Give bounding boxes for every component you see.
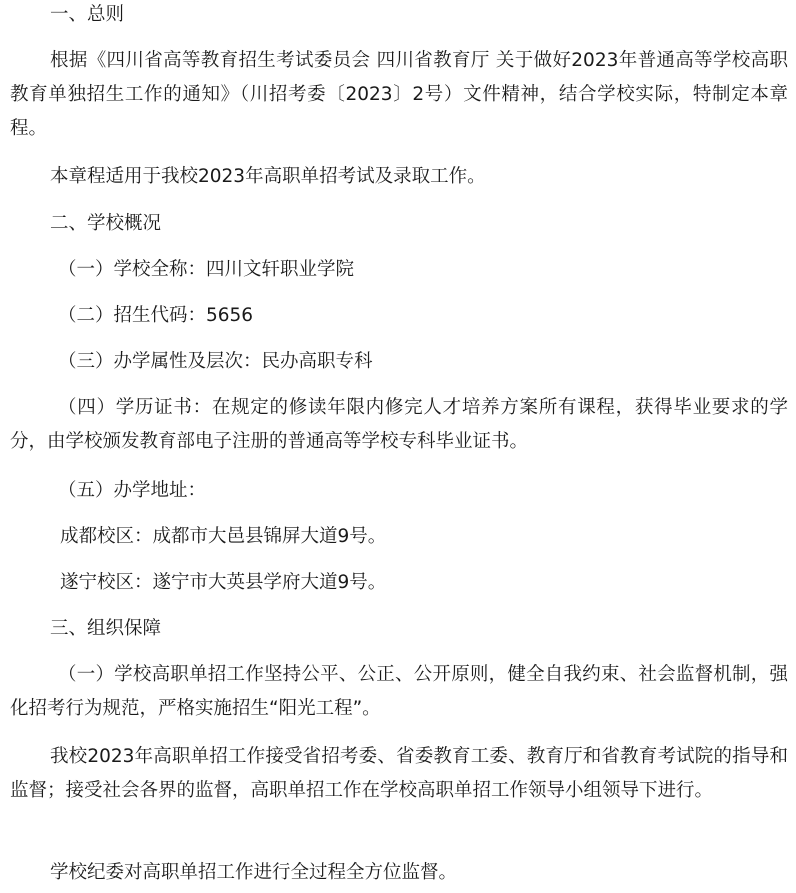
- address-heading-item: [58, 474, 206, 508]
- section-2-heading: [50, 207, 161, 241]
- section-1-heading-text: 一、总则: [50, 4, 125, 25]
- school-type-item: [58, 345, 373, 379]
- diploma-item: [10, 391, 788, 459]
- section-1-heading: [50, 0, 124, 32]
- diploma-text: （四）学历证书：在规定的修读年限内修完人才培养方案所有课程，获得毕业要求的学分，由学校颁发教育部电子注册的普通高等学校专科毕业证书。: [10, 397, 788, 452]
- scope-text: 本章程适用于我校2023年高职单招考试及录取工作。: [50, 166, 486, 187]
- school-type-text: （三）办学属性及层次：民办高职专科: [58, 351, 373, 372]
- address-heading-text: （五）办学地址：: [58, 480, 207, 501]
- supervision-text: 我校2023年高职单招工作接受省招考委、省委教育工委、教育厅和省教育考试院的指导和监督；接受社会各界的监督，高职单招工作在学校高职单招工作领导小组领导下进行。: [10, 746, 788, 801]
- campus-suining-item: [60, 566, 386, 600]
- paragraph-intro-basis: [10, 44, 788, 146]
- discipline-paragraph: [50, 856, 457, 890]
- intro-basis-text: 根据《四川省高等教育招生考试委员会 四川省教育厅 关于做好2023年普通高等学校高职教育单独招生工作的通知》（川招考委〔2023〕2号）文件精神，结合学校实际，特制定本章程。: [10, 50, 788, 139]
- section-3-heading: [50, 612, 161, 646]
- paragraph-scope: [50, 160, 486, 194]
- discipline-text: 学校纪委对高职单招工作进行全过程全方位监督。: [50, 862, 458, 883]
- campus-suining-text: 遂宁校区：遂宁市大英县学府大道9号。: [60, 572, 387, 593]
- school-name-text: （一）学校全称：四川文轩职业学院: [58, 259, 355, 280]
- supervision-paragraph: [10, 740, 788, 808]
- section-3-heading-text: 三、组织保障: [50, 618, 162, 639]
- school-code-text: （二）招生代码：5656: [58, 305, 254, 326]
- campus-chengdu-text: 成都校区：成都市大邑县锦屏大道9号。: [60, 526, 387, 547]
- school-name-item: [58, 253, 354, 287]
- campus-chengdu-item: [60, 520, 386, 554]
- section-2-heading-text: 二、学校概况: [50, 213, 162, 234]
- principle-item: [10, 658, 788, 726]
- school-code-item: [58, 299, 253, 333]
- principle-text: （一）学校高职单招工作坚持公平、公正、公开原则，健全自我约束、社会监督机制，强化招考行为规范，严格实施招生“阳光工程”。: [10, 664, 788, 719]
